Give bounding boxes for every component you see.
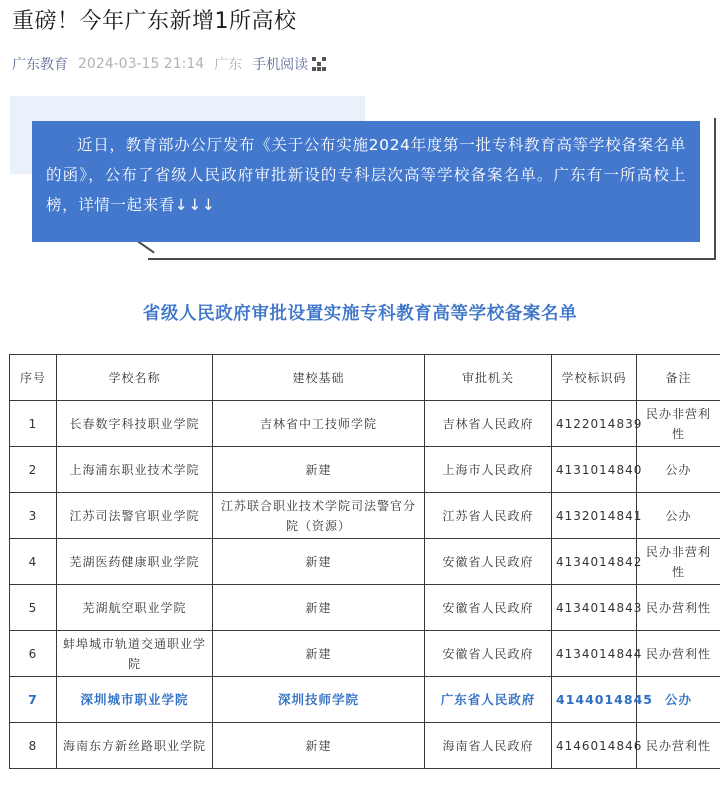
cell-approval-authority: 江苏省人民政府 — [425, 493, 552, 539]
table-row — [10, 447, 720, 493]
source-account-link[interactable]: 广东教育 — [12, 57, 68, 73]
cell-foundation: 江苏联合职业技术学院司法警官分院（资源） — [213, 493, 425, 539]
header-foundation: 建校基础 — [213, 355, 425, 401]
cell-approval-authority: 吉林省人民政府 — [425, 401, 552, 447]
cell-remarks: 民办非营利性 — [637, 539, 720, 585]
cell-school-code: 4134014844 — [552, 631, 637, 677]
mobile-read-button[interactable] — [252, 54, 326, 74]
intro-section — [10, 96, 715, 264]
cell-foundation: 新建 — [213, 539, 425, 585]
cell-index: 8 — [10, 723, 57, 769]
article-meta — [12, 54, 326, 74]
cell-foundation: 吉林省中工技师学院 — [213, 401, 425, 447]
cell-school-code: 4146014846 — [552, 723, 637, 769]
header-remarks: 备注 — [637, 355, 720, 401]
cell-school-code: 4144014845 — [552, 677, 637, 723]
cell-index: 5 — [10, 585, 57, 631]
cell-school-name: 海南东方新丝路职业学院 — [57, 723, 213, 769]
article-title: 重磅！今年广东新增1所高校 — [12, 9, 297, 34]
table-row — [10, 539, 720, 585]
filing-list-table — [9, 354, 720, 769]
cell-school-code: 4132014841 — [552, 493, 637, 539]
cell-remarks: 公办 — [637, 677, 720, 723]
header-approval-authority: 审批机关 — [425, 355, 552, 401]
cell-school-name: 长春数字科技职业学院 — [57, 401, 213, 447]
cell-foundation: 新建 — [213, 585, 425, 631]
publish-datetime: 2024-03-15 21:14 — [78, 56, 205, 72]
cell-foundation: 新建 — [213, 631, 425, 677]
table-title: 省级人民政府审批设置实施专科教育高等学校备案名单 — [142, 304, 578, 324]
cell-index: 6 — [10, 631, 57, 677]
cell-remarks: 民办营利性 — [637, 585, 720, 631]
cell-foundation: 深圳技师学院 — [213, 677, 425, 723]
cell-remarks: 民办非营利性 — [637, 401, 720, 447]
cell-school-name: 芜湖航空职业学院 — [57, 585, 213, 631]
cell-school-code: 4134014842 — [552, 539, 637, 585]
cell-index: 2 — [10, 447, 57, 493]
cell-index: 7 — [10, 677, 57, 723]
intro-text: 近日，教育部办公厅发布《关于公布实施2024年度第一批专科教育高等学校备案名单的函》，公布了省级人民政府审批新设的专科层次高等学校备案名单。广东有一所高校上榜，详情一起来看↓↓↓ — [46, 136, 686, 214]
table-row-highlighted — [10, 677, 720, 723]
cell-foundation: 新建 — [213, 723, 425, 769]
table-header-row — [10, 355, 720, 401]
cell-school-code: 4131014840 — [552, 447, 637, 493]
cell-school-code: 4134014843 — [552, 585, 637, 631]
header-school-name: 学校名称 — [57, 355, 213, 401]
header-school-code: 学校标识码 — [552, 355, 637, 401]
table-row — [10, 493, 720, 539]
publish-location: 广东 — [214, 57, 243, 73]
table-row — [10, 723, 720, 769]
table-row — [10, 631, 720, 677]
cell-index: 4 — [10, 539, 57, 585]
table-row — [10, 401, 720, 447]
header-index: 序号 — [10, 355, 57, 401]
cell-foundation: 新建 — [213, 447, 425, 493]
cell-approval-authority: 安徽省人民政府 — [425, 539, 552, 585]
cell-school-name: 江苏司法警官职业学院 — [57, 493, 213, 539]
cell-remarks: 公办 — [637, 447, 720, 493]
cell-approval-authority: 安徽省人民政府 — [425, 585, 552, 631]
cell-school-name: 上海浦东职业技术学院 — [57, 447, 213, 493]
cell-approval-authority: 上海市人民政府 — [425, 447, 552, 493]
cell-school-name: 芜湖医药健康职业学院 — [57, 539, 213, 585]
cell-remarks: 民办营利性 — [637, 631, 720, 677]
mobile-read-label: 手机阅读 — [252, 57, 309, 73]
cell-approval-authority: 广东省人民政府 — [425, 677, 552, 723]
table-row — [10, 585, 720, 631]
cell-school-name: 蚌埠城市轨道交通职业学院 — [57, 631, 213, 677]
qr-code-icon — [312, 57, 326, 71]
intro-box — [32, 121, 700, 242]
cell-index: 1 — [10, 401, 57, 447]
cell-index: 3 — [10, 493, 57, 539]
cell-approval-authority: 安徽省人民政府 — [425, 631, 552, 677]
cell-remarks: 公办 — [637, 493, 720, 539]
cell-school-code: 4122014839 — [552, 401, 637, 447]
cell-school-name: 深圳城市职业学院 — [57, 677, 213, 723]
cell-approval-authority: 海南省人民政府 — [425, 723, 552, 769]
cell-remarks: 民办营利性 — [637, 723, 720, 769]
